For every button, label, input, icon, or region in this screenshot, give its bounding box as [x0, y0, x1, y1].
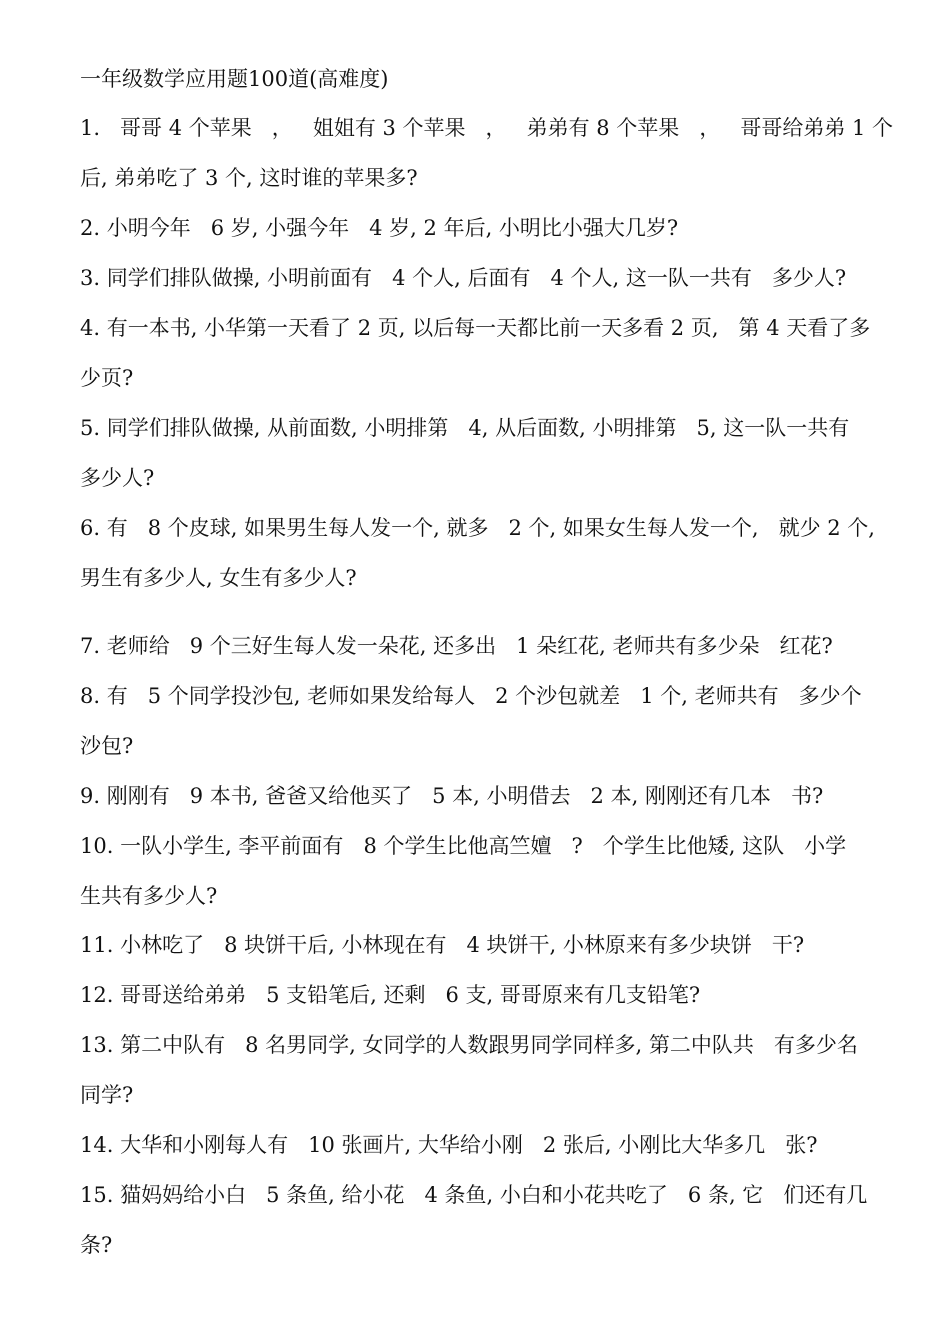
- text-line: 10. 一队小学生, 李平前面有 8 个学生比他高竺嬗 ? 个学生比他矮, 这队 小学: [80, 834, 847, 858]
- text-line: 生共有多少人?: [80, 884, 218, 908]
- text-line: 6. 有 8 个皮球, 如果男生每人发一个, 就多 2 个, 如果女生每人发一个, 就少 2 个,: [80, 516, 875, 540]
- text-line: 12. 哥哥送给弟弟 5 支铅笔后, 还剩 6 支, 哥哥原来有几支铅笔?: [80, 983, 701, 1007]
- text-line: 15. 猫妈妈给小白 5 条鱼, 给小花 4 条鱼, 小白和小花共吃了 6 条, 它 们还有几: [80, 1183, 868, 1207]
- text-line: 9. 刚刚有 9 本书, 爸爸又给他买了 5 本, 小明借去 2 本, 刚刚还有几本 书?: [80, 784, 824, 808]
- text-line: 男生有多少人, 女生有多少人?: [80, 566, 357, 590]
- text-line: 4. 有一本书, 小华第一天看了 2 页, 以后每一天都比前一天多看 2 页, 第 4 天看了多: [80, 316, 871, 340]
- document-title: 一年级数学应用题100道(高难度): [80, 67, 389, 91]
- text-line: 后, 弟弟吃了 3 个, 这时谁的苹果多?: [80, 166, 418, 190]
- text-line: 14. 大华和小刚每人有 10 张画片, 大华给小刚 2 张后, 小刚比大华多几 张?: [80, 1133, 818, 1157]
- text-line: 1. 哥哥 4 个苹果 ， 姐姐有 3 个苹果 ， 弟弟有 8 个苹果 ， 哥哥给弟弟 1 个: [80, 116, 894, 140]
- text-line: 沙包?: [80, 734, 134, 758]
- text-line: 3. 同学们排队做操, 小明前面有 4 个人, 后面有 4 个人, 这一队一共有 多少人?: [80, 266, 847, 290]
- text-line: 13. 第二中队有 8 名男同学, 女同学的人数跟男同学同样多, 第二中队共 有多少名: [80, 1033, 858, 1057]
- text-line: 2. 小明今年 6 岁, 小强今年 4 岁, 2 年后, 小明比小强大几岁?: [80, 216, 679, 240]
- text-line: 5. 同学们排队做操, 从前面数, 小明排第 4, 从后面数, 小明排第 5, 这一队一共有: [80, 416, 850, 440]
- text-line: 11. 小林吃了 8 块饼干后, 小林现在有 4 块饼干, 小林原来有多少块饼 干?: [80, 933, 805, 957]
- text-line: 7. 老师给 9 个三好生每人发一朵花, 还多出 1 朵红花, 老师共有多少朵 红花?: [80, 634, 833, 658]
- text-line: 8. 有 5 个同学投沙包, 老师如果发给每人 2 个沙包就差 1 个, 老师共有 多少个: [80, 684, 862, 708]
- text-line: 条?: [80, 1233, 113, 1257]
- text-line: 多少人?: [80, 466, 155, 490]
- text-line: 少页?: [80, 366, 134, 390]
- text-line: 同学?: [80, 1083, 134, 1107]
